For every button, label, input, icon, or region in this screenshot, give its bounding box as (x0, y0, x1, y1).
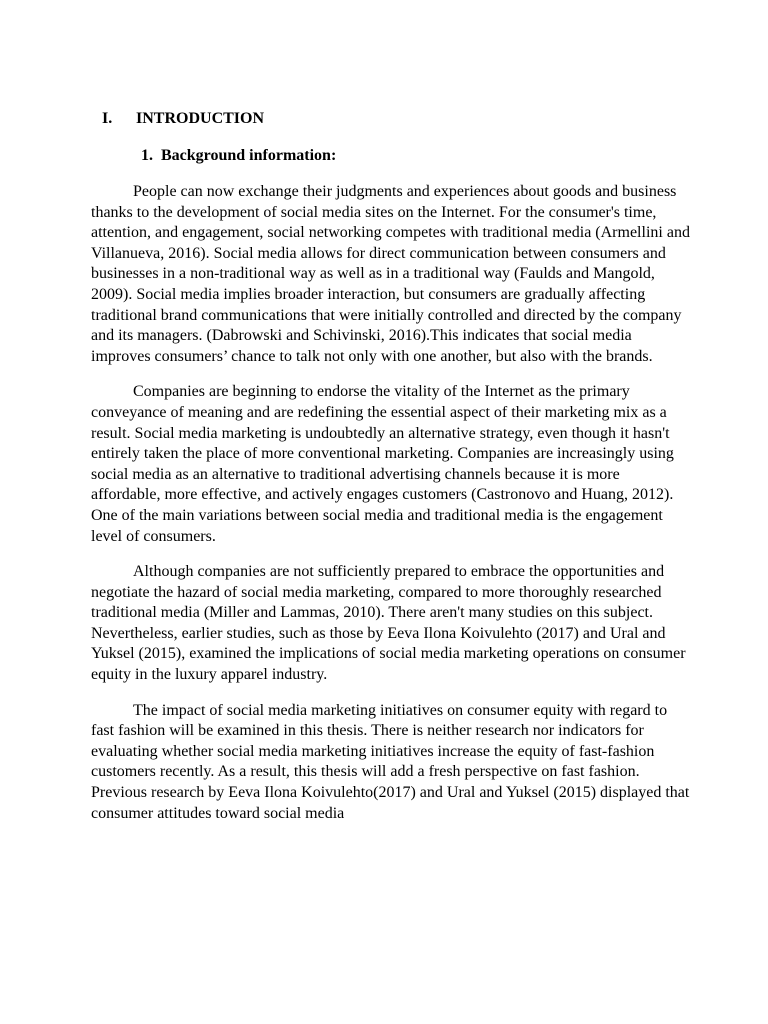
paragraph-4: The impact of social media marketing initiatives on consumer equity with regard to fast fashion will be examined in this thesis. There is neither research nor indicators for evaluating whether social media marketing initiatives increase the equity of fast-fashion customers recently. As a result, this thesis will add a fresh perspective on fast fashion. Previous research by Eeva Ilona Koivulehto(2017) and Ural and Yuksel (2015) displayed that consumer attitudes toward social media (91, 701, 690, 822)
body-text (91, 182, 691, 839)
paragraph-3: Although companies are not sufficiently prepared to embrace the opportunities and negotiate the hazard of social media marketing, compared to more thoroughly researched traditional media (Miller and Lammas, 2010). There aren't many studies on this subject. Nevertheless, earlier studies, such as those by Eeva Ilona Koivulehto (2017) and Ural and Yuksel (2015), examined the implications of social media marketing operations on consumer equity in the luxury apparel industry. (91, 563, 686, 684)
subsection-number: 1. (141, 147, 153, 164)
paragraph-1: People can now exchange their judgments and experiences about goods and business thanks to the development of social media sites on the Internet. For the consumer's time, attention, and engagement, social networking competes with traditional media (Armellini and Villanueva, 2016). Social media allows for direct communication between consumers and businesses in a non-traditional way as well as in a traditional way (Faulds and Mangold, 2009). Social media implies broader interaction, but consumers are gradually affecting traditional brand communications that were initially controlled and directed by the company and its managers. (Dabrowski and Schivinski, 2016).This indicates that social media improves consumers’ chance to talk not only with one another, but also with the brands. (91, 183, 690, 365)
paragraph-2: Companies are beginning to endorse the vitality of the Internet as the primary conveyance of meaning and are redefining the essential aspect of their marketing mix as a result. Social media marketing is undoubtedly an alternative strategy, even though it hasn't entirely taken the place of more conventional marketing. Companies are increasingly using social media as an alternative to traditional advertising channels because it is more affordable, more effective, and actively engages customers (Castronovo and Huang, 2012). One of the main variations between social media and traditional media is the engagement level of consumers. (91, 383, 674, 545)
section-heading (102, 109, 264, 129)
subsection-heading (141, 146, 336, 166)
subsection-title: Background information: (161, 147, 337, 164)
section-number: I. (102, 110, 113, 127)
section-title: INTRODUCTION (136, 110, 265, 127)
